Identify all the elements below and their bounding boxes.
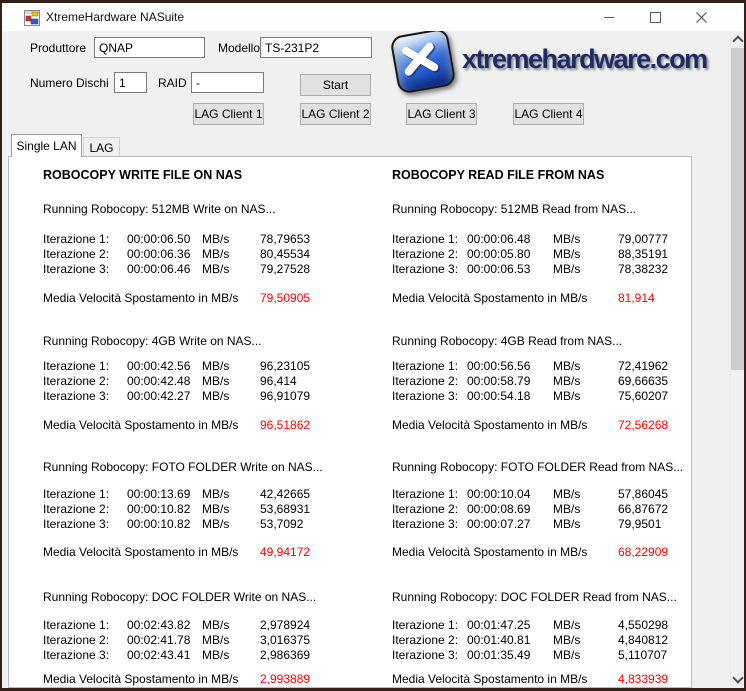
iteration-unit: MB/s <box>553 232 581 246</box>
iteration-unit: MB/s <box>202 648 230 662</box>
iteration-time: 00:00:58.79 <box>467 374 531 388</box>
iteration-label: Iterazione 1: <box>392 232 459 246</box>
iteration-value: 57,86045 <box>618 487 669 501</box>
iteration-label: Iterazione 1: <box>392 487 459 501</box>
scrollbar-thumb[interactable] <box>731 48 744 370</box>
iteration-time: 00:02:43.82 <box>127 618 191 632</box>
minimize-icon <box>604 17 614 18</box>
media-row <box>43 545 373 560</box>
iteration-time: 00:00:42.48 <box>127 374 191 388</box>
iteration-value: 42,42665 <box>260 487 311 501</box>
iteration-row <box>392 502 690 517</box>
iteration-row <box>43 359 373 374</box>
window-border-left <box>0 0 2 691</box>
media-value: 96,51862 <box>260 418 311 432</box>
iteration-time: 00:00:54.18 <box>467 389 531 403</box>
iteration-value: 4,840812 <box>618 633 669 647</box>
iteration-unit: MB/s <box>553 502 581 516</box>
test-status-line <box>43 202 373 217</box>
iteration-unit: MB/s <box>202 247 230 261</box>
iteration-label: Iterazione 1: <box>43 359 110 373</box>
iteration-label: Iterazione 2: <box>392 633 459 647</box>
title-bar[interactable] <box>2 3 744 31</box>
iteration-row <box>392 648 690 663</box>
iteration-label: Iterazione 2: <box>43 374 110 388</box>
lag-client-3-button[interactable]: LAG Client 3 <box>406 103 477 125</box>
iteration-value: 53,68931 <box>260 502 311 516</box>
app-icon <box>24 10 40 26</box>
iteration-row <box>392 359 690 374</box>
running-label: Running Robocopy: 4GB Read from NAS... <box>392 334 623 348</box>
produttore-label: Produttore <box>30 41 87 55</box>
iteration-time: 00:01:35.49 <box>467 648 531 662</box>
iteration-value: 69,66635 <box>618 374 669 388</box>
iteration-unit: MB/s <box>553 517 581 531</box>
iteration-unit: MB/s <box>553 262 581 276</box>
media-value: 4,833939 <box>618 672 669 686</box>
running-label: Running Robocopy: DOC FOLDER Write on NAS... <box>43 590 317 604</box>
iteration-unit: MB/s <box>202 487 230 501</box>
iteration-label: Iterazione 3: <box>43 262 110 276</box>
iteration-label: Iterazione 2: <box>43 502 110 516</box>
iteration-time: 00:00:10.04 <box>467 487 531 501</box>
iteration-unit: MB/s <box>553 374 581 388</box>
iteration-unit: MB/s <box>553 487 581 501</box>
iteration-unit: MB/s <box>202 359 230 373</box>
iteration-time: 00:00:13.69 <box>127 487 191 501</box>
chevron-up-icon <box>732 35 743 46</box>
iteration-row <box>43 374 373 389</box>
iteration-label: Iterazione 3: <box>392 389 459 403</box>
iteration-row <box>43 232 373 247</box>
iteration-time: 00:00:06.46 <box>127 262 191 276</box>
iteration-unit: MB/s <box>553 247 581 261</box>
window-title: XtremeHardware NASuite <box>46 10 185 24</box>
iteration-time: 00:00:06.50 <box>127 232 191 246</box>
iteration-time: 00:01:40.81 <box>467 633 531 647</box>
iteration-value: 2,978924 <box>260 618 311 632</box>
modello-label: Modello <box>218 41 261 55</box>
iteration-row <box>392 374 690 389</box>
media-label: Media Velocità Spostamento in MB/s <box>392 672 588 686</box>
iteration-row <box>43 502 373 517</box>
iteration-time: 00:00:05.80 <box>467 247 531 261</box>
running-label: Running Robocopy: 4GB Write on NAS... <box>43 334 262 348</box>
media-label: Media Velocità Spostamento in MB/s <box>43 418 239 432</box>
iteration-row <box>43 262 373 277</box>
media-value: 49,94172 <box>260 545 311 559</box>
iteration-label: Iterazione 2: <box>392 247 459 261</box>
iteration-row <box>392 389 690 404</box>
iteration-label: Iterazione 1: <box>43 618 110 632</box>
window-maximize-button[interactable] <box>632 3 678 31</box>
media-row <box>43 672 373 687</box>
media-label: Media Velocità Spostamento in MB/s <box>392 418 588 432</box>
media-label: Media Velocità Spostamento in MB/s <box>43 672 239 686</box>
start-button[interactable]: Start <box>300 74 371 96</box>
iteration-time: 00:00:06.36 <box>127 247 191 261</box>
media-value: 68,22909 <box>618 545 669 559</box>
iteration-row <box>43 618 373 633</box>
iteration-time: 00:01:47.25 <box>467 618 531 632</box>
iteration-label: Iterazione 3: <box>392 262 459 276</box>
iteration-time: 00:00:10.82 <box>127 517 191 531</box>
iteration-value: 66,87672 <box>618 502 669 516</box>
iteration-label: Iterazione 3: <box>392 648 459 662</box>
scroll-up-button[interactable] <box>731 31 744 48</box>
media-label: Media Velocità Spostamento in MB/s <box>43 291 239 305</box>
iteration-unit: MB/s <box>202 633 230 647</box>
lag-client-1-button[interactable]: LAG Client 1 <box>193 103 264 125</box>
iteration-value: 75,60207 <box>618 389 669 403</box>
raid-input[interactable] <box>191 72 264 93</box>
iteration-value: 79,27528 <box>260 262 311 276</box>
media-row <box>392 545 690 560</box>
running-label: Running Robocopy: FOTO FOLDER Read from NAS... <box>392 460 684 474</box>
iteration-time: 00:00:42.56 <box>127 359 191 373</box>
test-status-line <box>43 334 373 349</box>
iteration-row <box>43 648 373 663</box>
media-value: 2,993889 <box>260 672 311 686</box>
iteration-unit: MB/s <box>202 502 230 516</box>
iteration-value: 53,7092 <box>260 517 304 531</box>
iteration-row <box>392 262 690 277</box>
media-row <box>392 418 690 433</box>
iteration-label: Iterazione 1: <box>43 487 110 501</box>
media-label: Media Velocità Spostamento in MB/s <box>392 291 588 305</box>
iteration-value: 79,00777 <box>618 232 669 246</box>
iteration-time: 00:00:06.48 <box>467 232 531 246</box>
tab-lag[interactable]: LAG <box>83 137 120 157</box>
window-minimize-button[interactable] <box>586 3 632 31</box>
logo-text: xtremehardware.com <box>462 44 707 74</box>
produttore-input[interactable] <box>94 37 205 58</box>
iteration-label: Iterazione 3: <box>43 389 110 403</box>
test-status-line <box>392 460 690 475</box>
iteration-value: 72,41962 <box>618 359 669 373</box>
window-border-top <box>0 0 746 3</box>
iteration-time: 00:02:41.78 <box>127 633 191 647</box>
iteration-label: Iterazione 2: <box>43 633 110 647</box>
iteration-label: Iterazione 1: <box>392 618 459 632</box>
iteration-time: 00:00:10.82 <box>127 502 191 516</box>
modello-input[interactable] <box>260 37 372 58</box>
running-label: Running Robocopy: FOTO FOLDER Write on NAS... <box>43 460 323 474</box>
iteration-label: Iterazione 2: <box>392 502 459 516</box>
read-section-heading: ROBOCOPY READ FILE FROM NAS <box>392 168 605 182</box>
iteration-time: 00:00:42.27 <box>127 389 191 403</box>
iteration-row <box>43 389 373 404</box>
iteration-value: 79,9501 <box>618 517 662 531</box>
media-label: Media Velocità Spostamento in MB/s <box>43 545 239 559</box>
iteration-unit: MB/s <box>553 648 581 662</box>
iteration-unit: MB/s <box>202 262 230 276</box>
raid-label: RAID <box>158 76 187 90</box>
iteration-label: Iterazione 1: <box>392 359 459 373</box>
iteration-unit: MB/s <box>553 359 581 373</box>
iteration-row <box>392 517 690 532</box>
iteration-row <box>392 487 690 502</box>
iteration-label: Iterazione 3: <box>43 648 110 662</box>
iteration-value: 2,986369 <box>260 648 311 662</box>
iteration-value: 78,79653 <box>260 232 311 246</box>
iteration-unit: MB/s <box>202 517 230 531</box>
iteration-row <box>43 633 373 648</box>
iteration-label: Iterazione 3: <box>392 517 459 531</box>
media-row <box>392 291 690 306</box>
iteration-label: Iterazione 2: <box>43 247 110 261</box>
numero-dischi-label: Numero Dischi <box>30 76 109 90</box>
iteration-unit: MB/s <box>553 633 581 647</box>
running-label: Running Robocopy: 512MB Write on NAS... <box>43 202 276 216</box>
tab-single-lan[interactable]: Single LAN <box>11 134 82 157</box>
iteration-value: 3,016375 <box>260 633 311 647</box>
close-icon <box>696 12 707 23</box>
iteration-row <box>392 633 690 648</box>
iteration-unit: MB/s <box>202 374 230 388</box>
iteration-unit: MB/s <box>202 618 230 632</box>
xtremehardware-logo <box>390 30 706 96</box>
write-section-heading: ROBOCOPY WRITE FILE ON NAS <box>43 168 243 182</box>
iteration-time: 00:00:07.27 <box>467 517 531 531</box>
lag-client-4-button[interactable]: LAG Client 4 <box>513 103 584 125</box>
media-value: 72,56268 <box>618 418 669 432</box>
iteration-row <box>43 247 373 262</box>
iteration-label: Iterazione 2: <box>392 374 459 388</box>
test-status-line <box>43 590 373 605</box>
iteration-value: 78,38232 <box>618 262 669 276</box>
test-status-line <box>392 590 690 605</box>
iteration-value: 96,23105 <box>260 359 311 373</box>
iteration-label: Iterazione 1: <box>43 232 110 246</box>
iteration-row <box>392 232 690 247</box>
iteration-unit: MB/s <box>202 389 230 403</box>
iteration-value: 80,45534 <box>260 247 311 261</box>
media-row <box>43 291 373 306</box>
iteration-row <box>43 487 373 502</box>
running-label: Running Robocopy: 512MB Read from NAS... <box>392 202 637 216</box>
iteration-unit: MB/s <box>553 618 581 632</box>
test-status-line <box>43 460 373 475</box>
iteration-value: 96,91079 <box>260 389 311 403</box>
iteration-unit: MB/s <box>553 389 581 403</box>
test-status-line <box>392 334 690 349</box>
numero-dischi-input[interactable] <box>114 72 147 93</box>
media-label: Media Velocità Spostamento in MB/s <box>392 545 588 559</box>
scroll-down-button[interactable] <box>731 671 744 688</box>
iteration-row <box>392 247 690 262</box>
iteration-time: 00:00:08.69 <box>467 502 531 516</box>
running-label: Running Robocopy: DOC FOLDER Read from NAS... <box>392 590 677 604</box>
test-status-line <box>392 202 690 217</box>
iteration-value: 88,35191 <box>618 247 669 261</box>
logo-x-tile-icon <box>389 27 456 94</box>
iteration-time: 00:00:56.56 <box>467 359 531 373</box>
iteration-time: 00:02:43.41 <box>127 648 191 662</box>
chevron-down-icon <box>732 672 743 683</box>
iteration-value: 4,550298 <box>618 618 669 632</box>
window-close-button[interactable] <box>678 3 724 31</box>
iteration-value: 96,414 <box>260 374 297 388</box>
iteration-time: 00:00:06.53 <box>467 262 531 276</box>
iteration-unit: MB/s <box>202 232 230 246</box>
iteration-label: Iterazione 3: <box>43 517 110 531</box>
iteration-row <box>43 517 373 532</box>
maximize-icon <box>650 12 661 23</box>
media-row <box>43 418 373 433</box>
lag-client-2-button[interactable]: LAG Client 2 <box>300 103 371 125</box>
media-row <box>392 672 690 687</box>
iteration-value: 5,110707 <box>618 648 668 662</box>
vertical-scrollbar[interactable] <box>730 31 744 688</box>
iteration-row <box>392 618 690 633</box>
media-value: 79,50905 <box>260 291 311 305</box>
media-value: 81,914 <box>618 291 655 305</box>
